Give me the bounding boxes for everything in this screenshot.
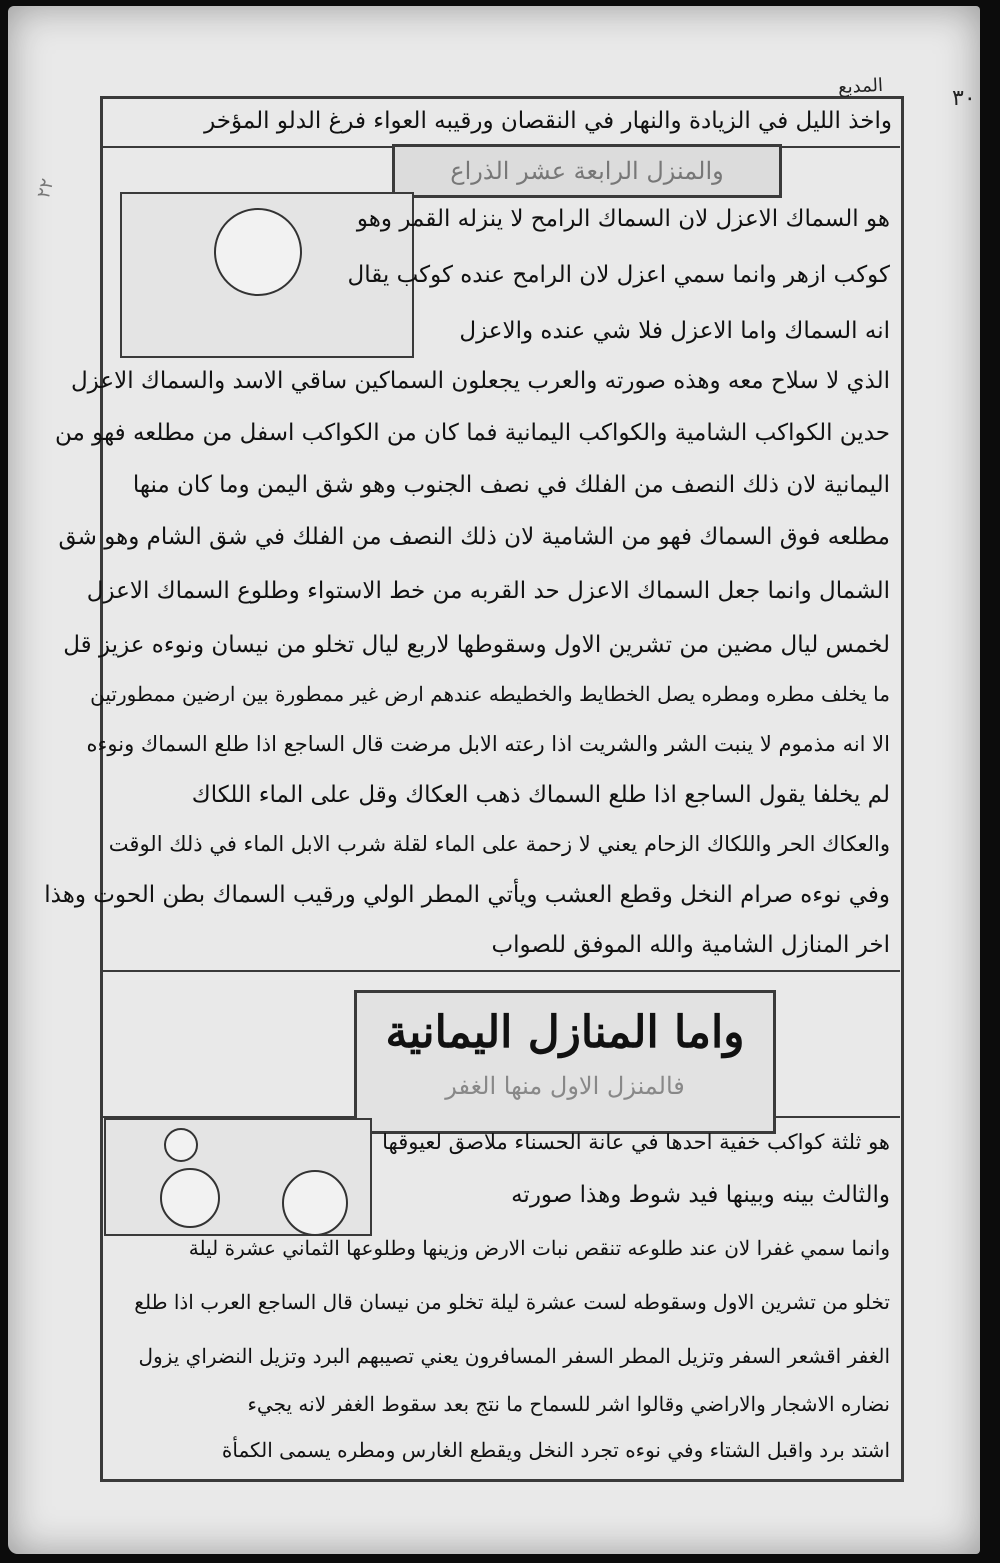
chapter-title: واما المنازل اليمانية	[385, 1007, 745, 1058]
star-circle	[282, 1170, 348, 1236]
manuscript-line: اشتد برد واقبل الشتاء وفي نوءه تجرد النخل ويقطع الغارس ومطره يسمى الكمأة	[221, 1438, 890, 1462]
folio-number: ٣٠	[952, 86, 976, 111]
catchword: المدبع	[837, 74, 884, 99]
manuscript-line: الذي لا سلاح معه وهذه صورته والعرب يجعلون السماكين ساقي الاسد والسماك الاعزل	[70, 368, 890, 394]
manuscript-page	[8, 6, 980, 1554]
chapter-heading	[354, 990, 776, 1134]
manuscript-line: والعكاك الحر واللكاك الزحام يعني لا زحمة على الماء لقلة شرب الابل الماء في ذلك الوقت	[108, 832, 890, 856]
manuscript-line: هو ثلثة كواكب خفية احدها في عانة الحسناء ملاصق لعيوقها	[382, 1130, 890, 1154]
manuscript-line: الشمال وانما جعل السماك الاعزل حد القربه من خط الاستواء وطلوع السماك الاعزل	[86, 578, 890, 604]
manuscript-line: نضاره الاشجار والاراضي وقالوا اشر للسماح ما نتج بعد سقوط الغفر لانه يجيء	[247, 1392, 890, 1416]
section-heading-text: والمنزل الرابعة عشر الذراع	[450, 157, 724, 185]
manuscript-line: حدين الكواكب الشامية والكواكب اليمانية فما كان من الكواكب اسفل من مطلعه فهو من	[55, 420, 890, 446]
manuscript-line: وفي نوءه صرام النخل وقطع العشب ويأتي المطر الولي ورقيب السماك بطن الحوت وهذا	[44, 882, 890, 908]
manuscript-line: اليمانية لان ذلك النصف من الفلك في نصف الجنوب وهو شق اليمن وما كان منها	[132, 472, 890, 498]
manuscript-line: اخر المنازل الشامية والله الموفق للصواب	[491, 932, 890, 958]
manuscript-line: لخمس ليال مضين من تشرين الاول وسقوطها لاربع ليال تخلو من نيسان ونوءه عزيز قل	[63, 632, 890, 658]
manuscript-line: والثالث بينه وبينها فيد شوط وهذا صورته	[511, 1182, 890, 1208]
manuscript-line: مطلعه فوق السماك فهو من الشامية لان ذلك النصف من الفلك في شق الشام وهو شق	[58, 524, 890, 550]
manuscript-line: لم يخلفا يقول الساجع اذا طلع السماك ذهب العكاك وقل على الماء اللكاك	[191, 782, 890, 808]
chapter-subtitle: فالمنزل الاول منها الغفر	[445, 1072, 685, 1100]
manuscript-line: الغفر اقشعر السفر وتزيل المطر السفر المسافرون يعني تصيبهم البرد وتزيل النضراي يزول	[138, 1344, 890, 1368]
star-diagram	[104, 1118, 372, 1236]
star-circle	[214, 208, 302, 296]
manuscript-line: ما يخلف مطره ومطره يصل الخطايط والخطيطه عندهم ارض غير ممطورة بين ارضين ممطورتين	[90, 682, 890, 706]
manuscript-line: وانما سمي غفرا لان عند طلوعه تنقص نبات الارض وزينها وطلوعها الثماني عشرة ليلة	[188, 1236, 890, 1260]
star-circle	[160, 1168, 220, 1228]
manuscript-line: واخذ الليل في الزيادة والنهار في النقصان ورقيبه العواء فرغ الدلو المؤخر	[204, 108, 892, 134]
section-heading	[392, 144, 782, 198]
star-circle	[164, 1128, 198, 1162]
divider	[100, 970, 900, 972]
manuscript-line: الا انه مذموم لا ينبت الشر والشريت اذا رعته الابل مرضت قال الساجع اذا طلع السماك ونوءه	[86, 732, 890, 756]
manuscript-line: هو السماك الاعزل لان السماك الرامح لا ينزله القمر وهو	[356, 206, 890, 232]
manuscript-line: كوكب ازهر وانما سمي اعزل لان الرامح عنده كوكب يقال	[347, 262, 890, 288]
manuscript-line: تخلو من تشرين الاول وسقوطه لست عشرة ليلة تخلو من نيسان قال الساجع العرب اذا طلع	[134, 1290, 890, 1314]
margin-mark: ٢٢	[33, 176, 59, 201]
manuscript-line: انه السماك واما الاعزل فلا شي عنده والاعزل	[459, 318, 890, 344]
